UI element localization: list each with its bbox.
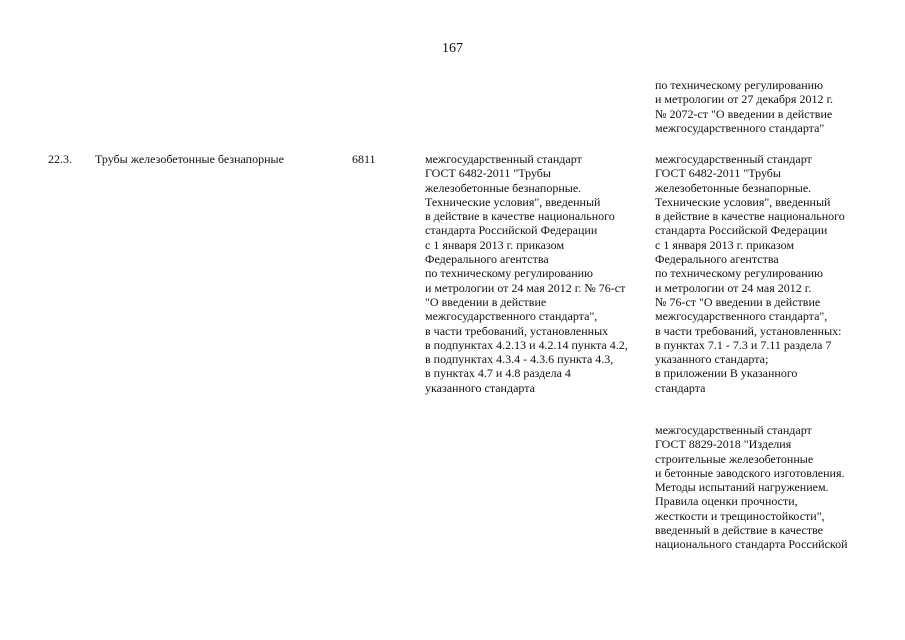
text-line: Федерального агентства [655,252,779,267]
text-line: Методы испытаний нагружением. [655,480,829,495]
text-line: жесткости и трещиностойкости", [655,508,825,523]
text-line: строительные железобетонные [655,451,814,466]
product-code: 6811 [352,152,376,166]
text-line: межгосударственного стандарта" [655,120,825,135]
page-number: 167 [442,41,463,56]
text-line: ГОСТ 6482-2011 "Трубы [655,166,781,181]
text-line: с 1 января 2013 г. приказом [655,237,795,252]
product-name: Трубы железобетонные безнапорные [95,152,284,166]
text-line: стандарта Российской Федерации [425,223,598,238]
text-line: межгосударственный стандарт [655,423,812,437]
text-line: по техническому регулированию [655,78,824,92]
text-line: Технические условия", введенный [655,194,831,209]
text-line: по техническому регулированию [425,266,594,281]
text-line: в действие в качестве национального [425,209,615,224]
text-line: Технические условия", введенный [425,194,601,209]
text-line: "О введении в действие [425,294,547,309]
text-line: железобетонные безнапорные. [425,180,582,195]
text-line: стандарта [655,380,706,395]
text-line: в действие в качестве национального [655,209,845,224]
standard-text [425,152,628,395]
text-line: межгосударственный стандарт [425,152,582,166]
text-line: Правила оценки прочности, [655,494,798,509]
text-line: Федерального агентства [425,252,549,267]
text-line: указанного стандарта; [655,352,769,367]
text-line: стандарта Российской Федерации [655,223,828,238]
text-line: в части требований, установленных [425,323,609,338]
text-line: межгосударственный стандарт [655,152,812,166]
sampling-standard-block-1 [655,152,845,395]
text-line: ГОСТ 6482-2011 "Трубы [425,166,551,181]
text-line: введенный в действие в качестве [655,523,824,538]
text-line: межгосударственного стандарта", [655,309,828,324]
text-line: в подпунктах 4.2.13 и 4.2.14 пункта 4.2, [425,337,628,352]
text-line: и бетонные заводского изготовления. [655,465,845,480]
text-line: в части требований, установленных: [655,323,842,338]
text-line: по техническому регулированию [655,266,824,281]
text-line: в приложении В указанного [655,366,798,381]
text-line: и метрологии от 27 декабря 2012 г. [655,92,834,107]
text-line: и метрологии от 24 мая 2012 г. [655,280,812,295]
text-line: и метрологии от 24 мая 2012 г. № 76-ст [425,280,626,295]
text-line: в пунктах 4.7 и 4.8 раздела 4 [425,366,571,381]
text-line: ГОСТ 8829-2018 "Изделия [655,437,792,452]
text-line: в пунктах 7.1 - 7.3 и 7.11 раздела 7 [655,337,832,352]
text-line: в подпунктах 4.3.4 - 4.3.6 пункта 4.3, [425,352,614,367]
row-number: 22.3. [48,152,72,166]
text-line: национального стандарта Российской [655,537,848,552]
text-line: с 1 января 2013 г. приказом [425,237,565,252]
text-line: железобетонные безнапорные. [655,180,812,195]
text-line: № 2072-ст "О введении в действие [655,106,833,121]
text-line: № 76-ст "О введении в действие [655,294,821,309]
text-line: указанного стандарта [425,380,535,395]
text-line: межгосударственного стандарта", [425,309,598,324]
sampling-standard-block-2 [655,423,848,552]
top-continuation-text [655,78,833,135]
